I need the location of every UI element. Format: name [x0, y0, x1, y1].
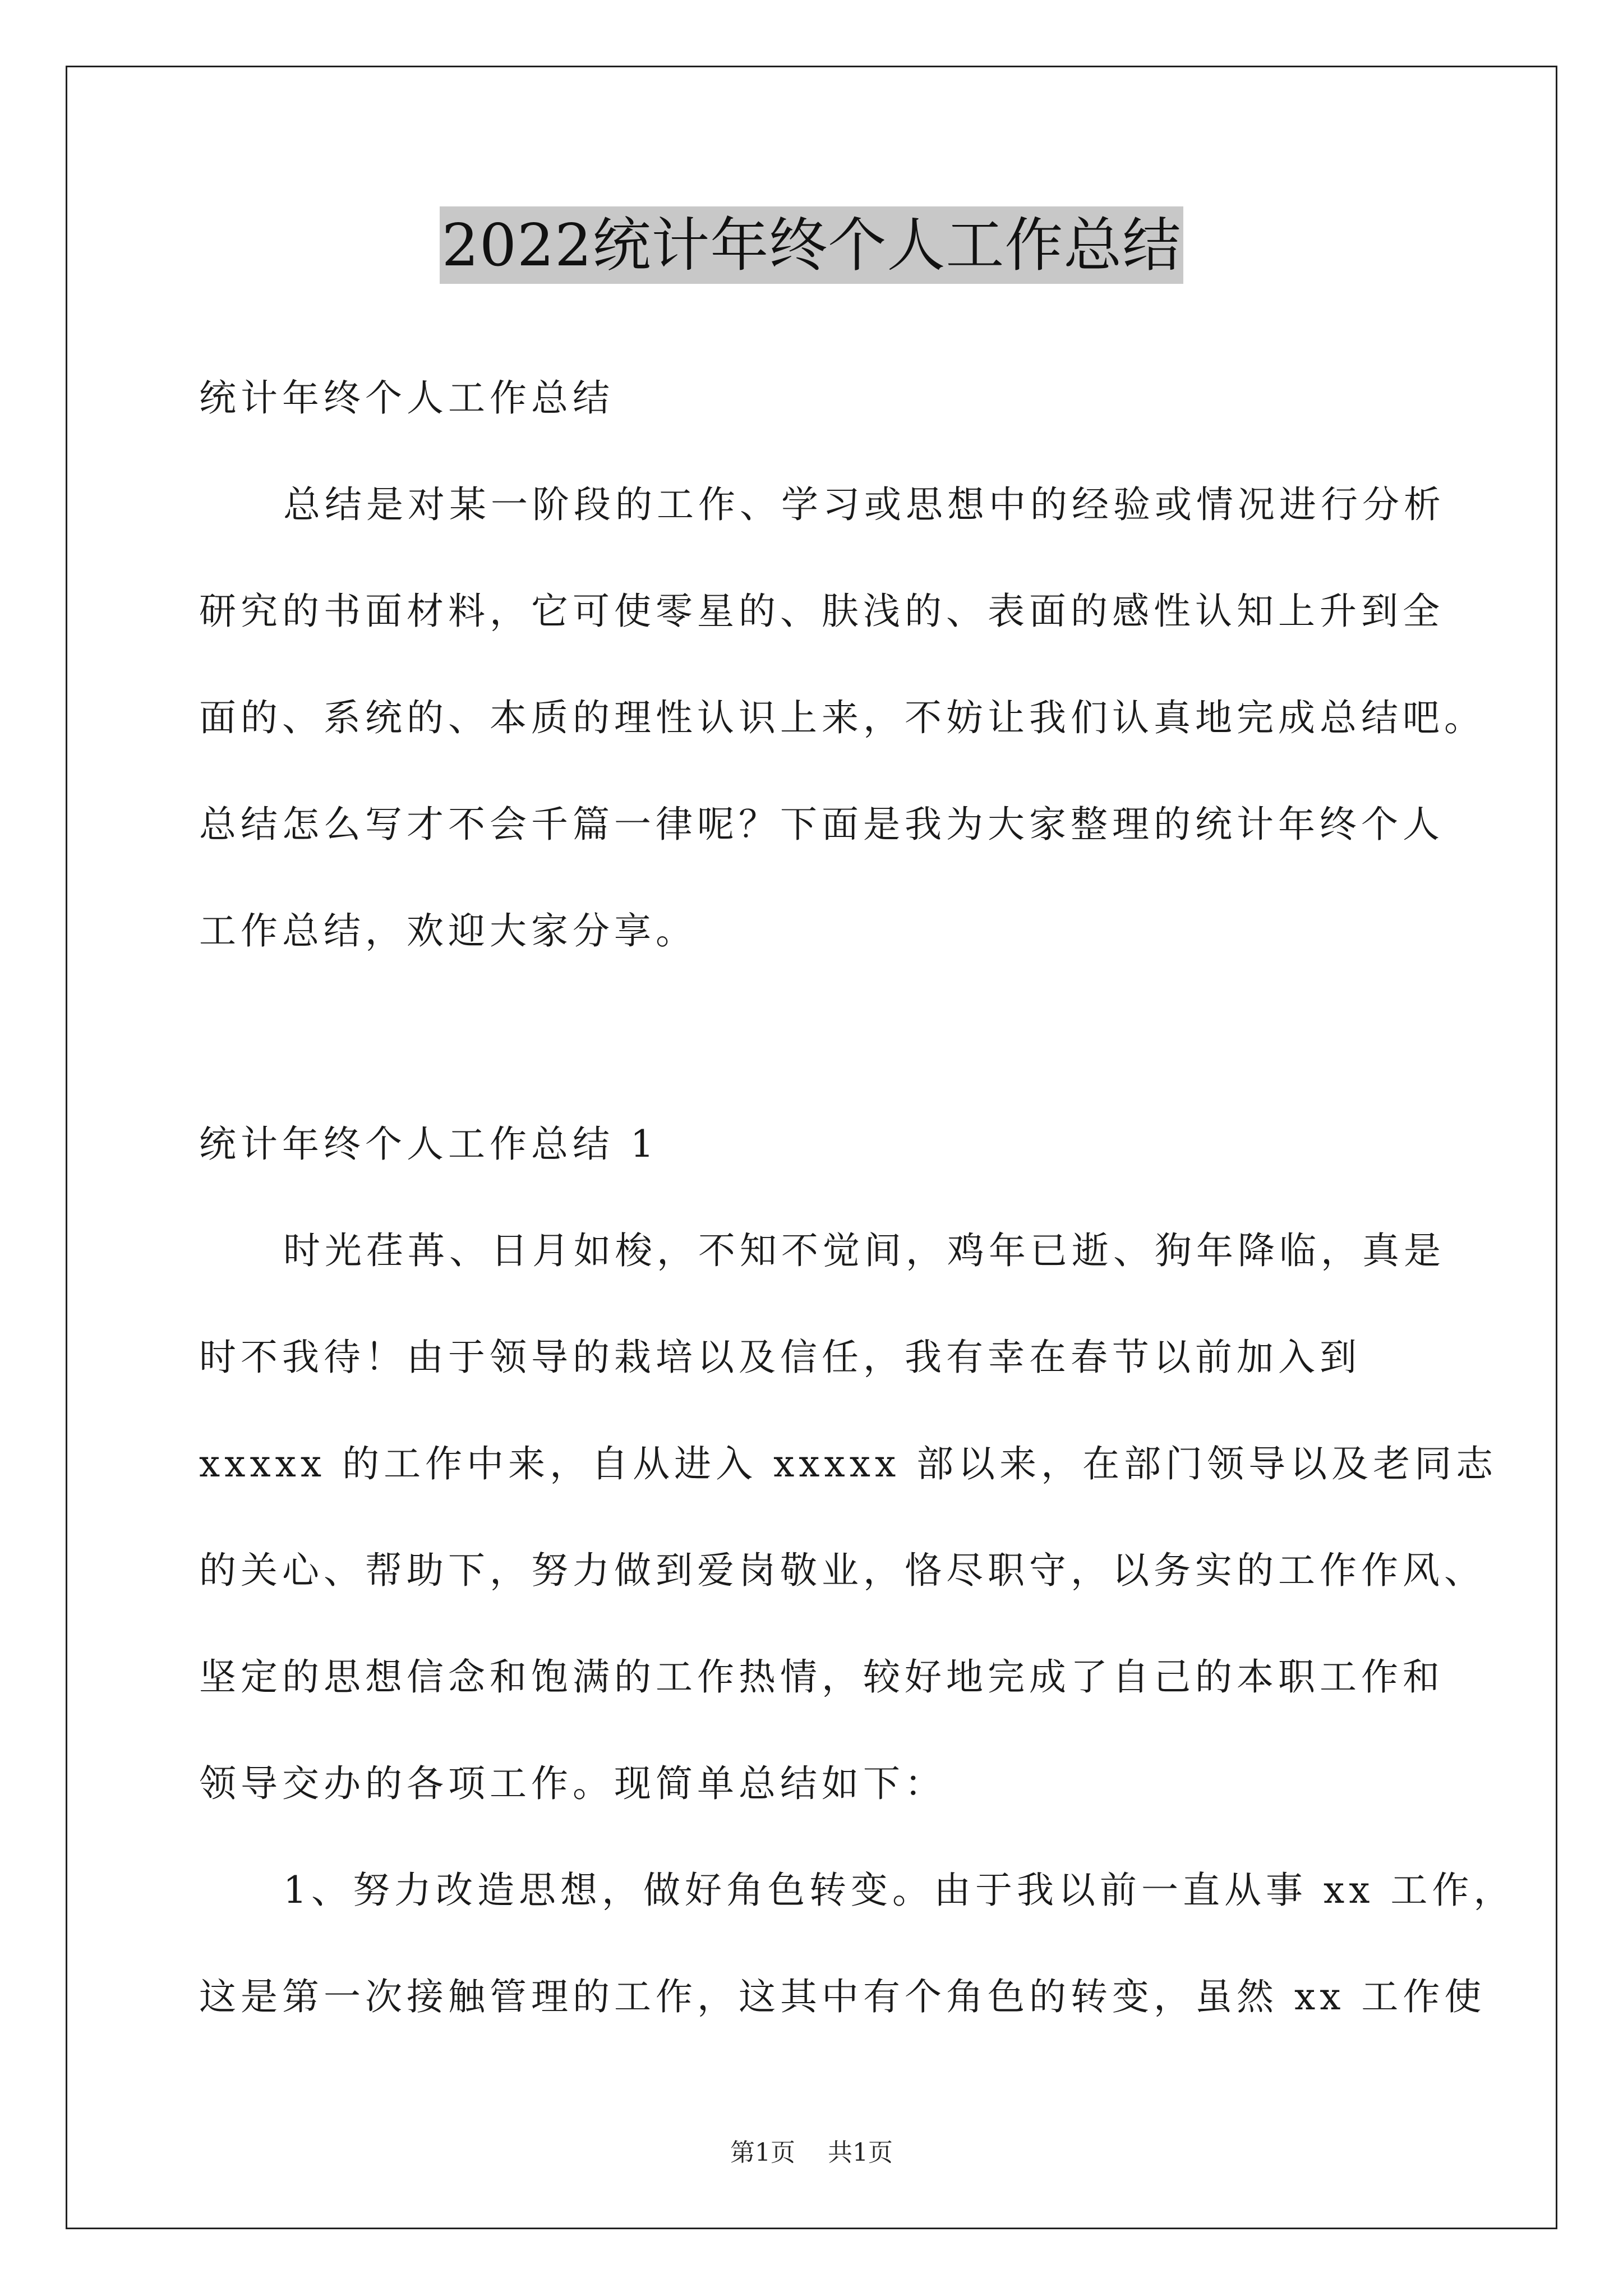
section-line: 领导交办的各项工作。现简单总结如下： — [199, 1762, 946, 1805]
section-line: 时光荏苒、日月如梭，不知不觉间，鸡年已逝、狗年降临，真是 — [283, 1229, 1445, 1272]
section-line: 坚定的思想信念和饱满的工作热情，较好地完成了自己的本职工作和 — [199, 1655, 1444, 1699]
section-line: xxxxx 的工作中来，自从进入 xxxxx 部以来，在部门领导以及老同志 — [199, 1442, 1498, 1485]
section-line: 的关心、帮助下，努力做到爱岗敬业，恪尽职守，以务实的工作作风、 — [199, 1549, 1486, 1592]
page-number-total: 共1页 — [828, 2138, 893, 2167]
intro-line: 研究的书面材料，它可使零星的、肤浅的、表面的感性认知上升到全 — [199, 590, 1444, 633]
section-line: 时不我待！由于领导的栽培以及信任，我有幸在春节以前加入到 — [199, 1336, 1361, 1379]
title-container — [0, 206, 1623, 284]
section-heading: 统计年终个人工作总结 1 — [199, 1122, 658, 1166]
page-number-current: 第1页 — [730, 2138, 795, 2167]
intro-line: 工作总结，欢迎大家分享。 — [199, 909, 697, 953]
page-footer — [0, 2136, 1623, 2170]
section-spacer — [199, 984, 1444, 1091]
subtitle: 统计年终个人工作总结 — [199, 376, 614, 420]
section-line: 这是第一次接触管理的工作，这其中有个角色的转变，虽然 xx 工作使 — [199, 1975, 1486, 2018]
intro-line: 面的、系统的、本质的理性认识上来，不妨让我们认真地完成总结吧。 — [199, 696, 1486, 739]
section-line: 1、努力改造思想，做好角色转变。由于我以前一直从事 xx 工作， — [283, 1869, 1515, 1912]
document-title: 2022统计年终个人工作总结 — [440, 206, 1184, 284]
intro-line: 总结是对某一阶段的工作、学习或思想中的经验或情况进行分析 — [283, 483, 1445, 526]
intro-line: 总结怎么写才不会千篇一律呢？下面是我为大家整理的统计年终个人 — [199, 803, 1444, 846]
document-body — [199, 345, 1515, 2050]
